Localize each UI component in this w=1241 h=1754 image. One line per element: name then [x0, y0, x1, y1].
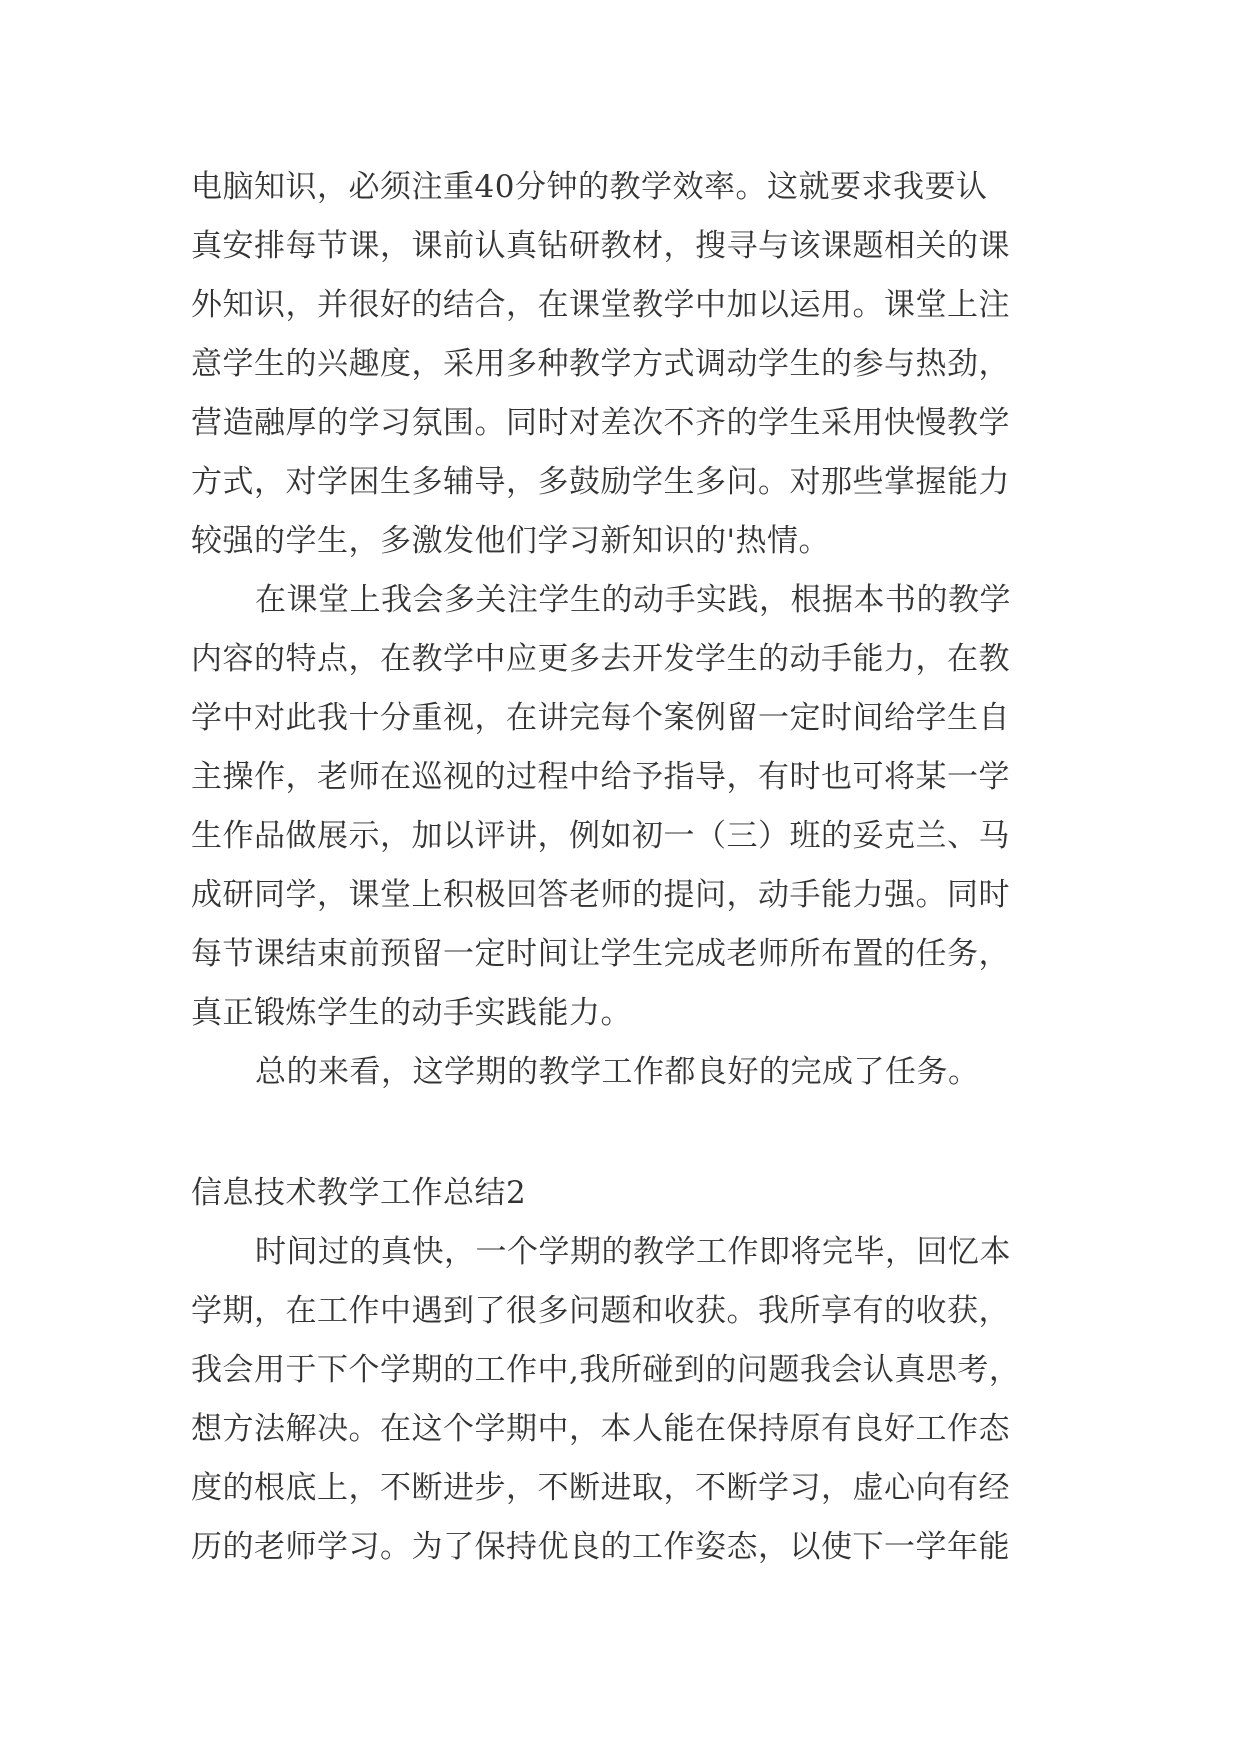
paragraph-1-line-2: 真安排每节课，课前认真钻研教材，搜寻与该课题相关的课 [191, 228, 1010, 264]
section-heading: 信息技术教学工作总结2 [191, 1175, 527, 1211]
paragraph-2-line-5: 生作品做展示，加以评讲，例如初一（三）班的妥克兰、马 [191, 818, 1010, 854]
paragraph-2-line-1: 在课堂上我会多关注学生的动手实践，根据本书的教学 [255, 582, 1011, 618]
paragraph-2-line-3: 学中对此我十分重视，在讲完每个案例留一定时间给学生自 [191, 700, 1010, 736]
section-gap [191, 1102, 1051, 1164]
paragraph-1-line-3: 外知识，并很好的结合，在课堂教学中加以运用。课堂上注 [191, 287, 1010, 323]
paragraph-4-line-4: 想方法解决。在这个学期中，本人能在保持原有良好工作态 [191, 1411, 1010, 1447]
document-body [191, 158, 1051, 1577]
paragraph-1-line-4: 意学生的兴趣度，采用多种教学方式调动学生的参与热劲， [191, 346, 1010, 382]
paragraph-2-line-7: 每节课结束前预留一定时间让学生完成老师所布置的任务， [191, 936, 1010, 972]
paragraph-1-line-1: 电脑知识，必须注重40分钟的教学效率。这就要求我要认 [191, 169, 988, 205]
paragraph-1-line-5: 营造融厚的学习氛围。同时对差次不齐的学生采用快慢教学 [191, 405, 1010, 441]
paragraph-4-line-1: 时间过的真快，一个学期的教学工作即将完毕，回忆本 [255, 1234, 1011, 1270]
paragraph-4-line-5: 度的根底上，不断进步，不断进取，不断学习，虚心向有经 [191, 1470, 1010, 1506]
paragraph-4-line-2: 学期，在工作中遇到了很多问题和收获。我所享有的收获， [191, 1293, 1010, 1329]
paragraph-2-line-8: 真正锻炼学生的动手实践能力。 [191, 995, 632, 1031]
paragraph-4-line-3: 我会用于下个学期的工作中,我所碰到的问题我会认真思考， [191, 1352, 1021, 1388]
paragraph-2-line-2: 内容的特点，在教学中应更多去开发学生的动手能力，在教 [191, 641, 1010, 677]
paragraph-2-line-4: 主操作，老师在巡视的过程中给予指导，有时也可将某一学 [191, 759, 1010, 795]
paragraph-4-line-6: 历的老师学习。为了保持优良的工作姿态，以使下一学年能 [191, 1529, 1010, 1565]
paragraph-1-line-7: 较强的学生，多激发他们学习新知识的'热情。 [191, 523, 831, 559]
paragraph-3-line-1: 总的来看，这学期的教学工作都良好的完成了任务。 [255, 1054, 980, 1090]
paragraph-2-line-6: 成研同学，课堂上积极回答老师的提问，动手能力强。同时 [191, 877, 1010, 913]
paragraph-1-line-6: 方式，对学困生多辅导，多鼓励学生多问。对那些掌握能力 [191, 464, 1010, 500]
